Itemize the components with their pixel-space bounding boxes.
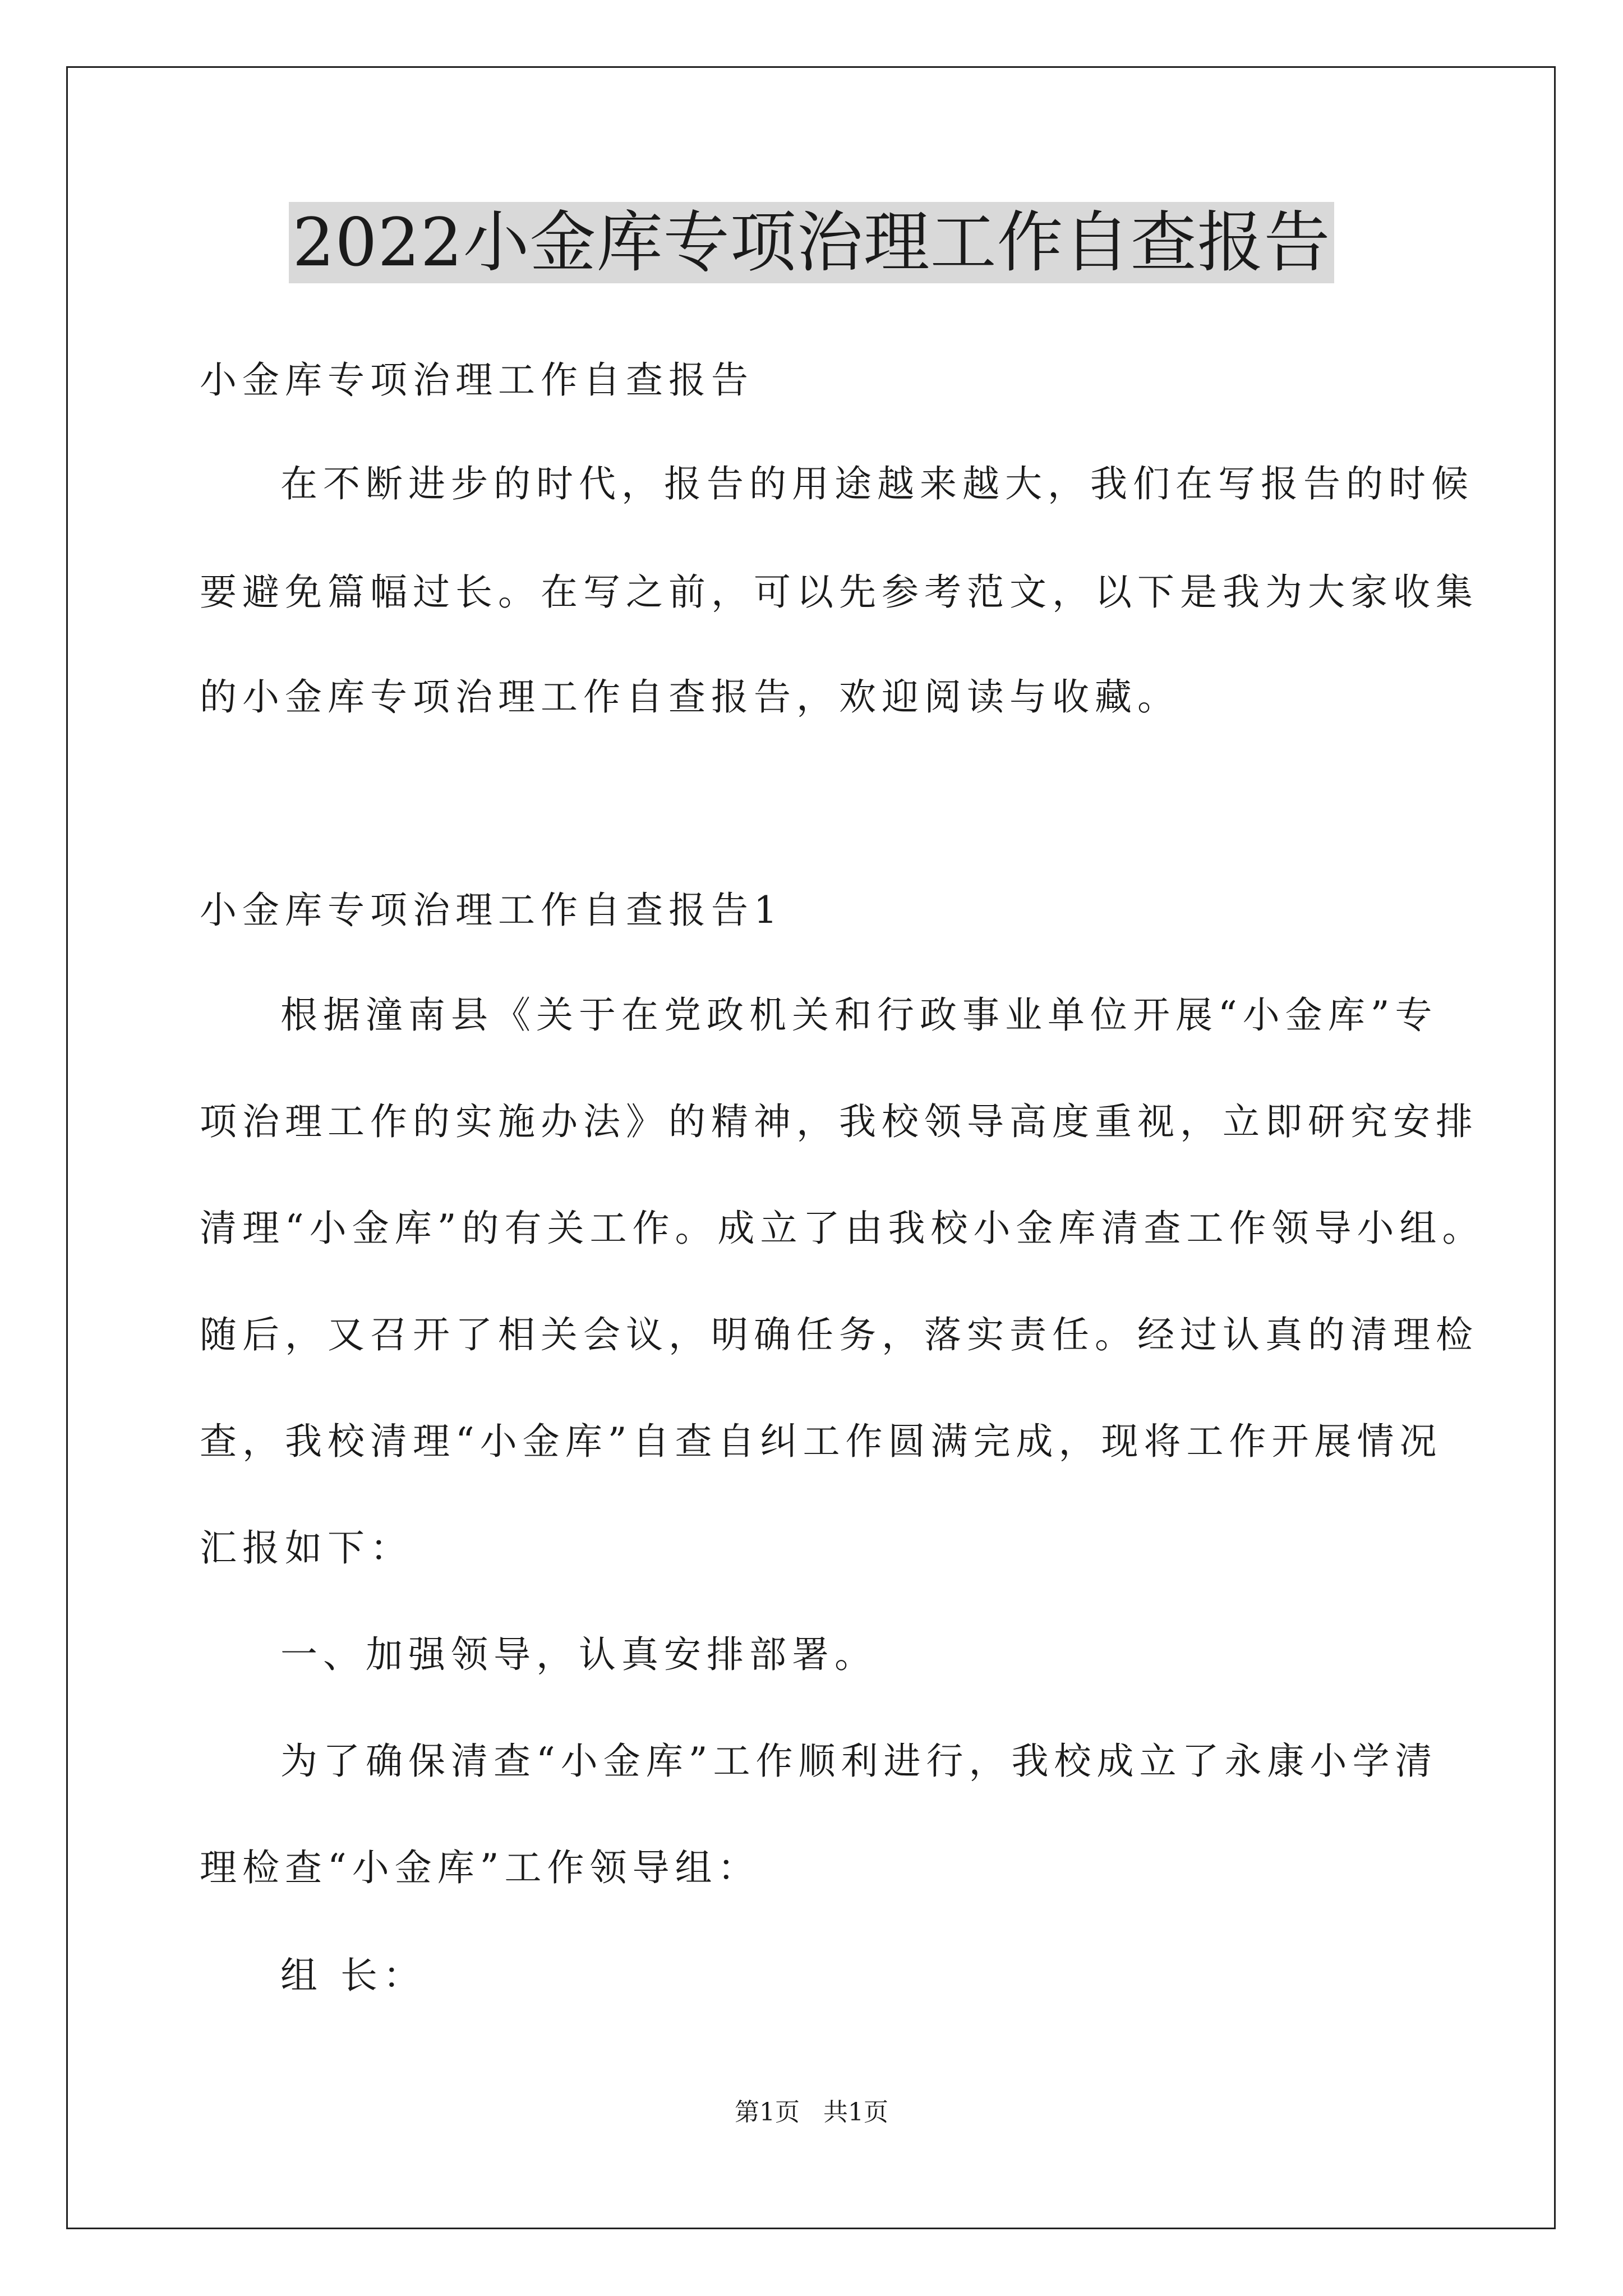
- paragraph-line: 在不断进步的时代，报告的用途越来越大，我们在写报告的时候: [280, 462, 1474, 505]
- paragraph-line: 组 长：: [280, 1954, 426, 1997]
- paragraph-line: 查，我校清理“小金库”自查自纠工作圆满完成，现将工作开展情况: [200, 1420, 1442, 1463]
- document-title: 2022小金库专项治理工作自查报告: [289, 202, 1334, 283]
- paragraph-line: 项治理工作的实施办法》的精神，我校领导高度重视，立即研究安排: [200, 1100, 1478, 1143]
- paragraph-line: 一、加强领导，认真安排部署。: [280, 1633, 877, 1676]
- paragraph-line: 根据潼南县《关于在党政机关和行政事业单位开展“小金库”专: [280, 993, 1438, 1037]
- paragraph-line: 清理“小金库”的有关工作。成立了由我校小金库清查工作领导小组。: [200, 1207, 1485, 1250]
- paragraph-line: 随后，又召开了相关会议，明确任务，落实责任。经过认真的清理检: [200, 1313, 1478, 1356]
- paragraph-line: 要避免篇幅过长。在写之前，可以先参考范文，以下是我为大家收集: [200, 570, 1478, 614]
- section-heading: 小金库专项治理工作自查报告1: [200, 889, 783, 932]
- paragraph-line: 的小金库专项治理工作自查报告，欢迎阅读与收藏。: [200, 675, 1180, 719]
- paragraph-line: 汇报如下：: [200, 1526, 413, 1570]
- page-footer: 第1页 共1页: [735, 2098, 888, 2127]
- title-container: [0, 202, 1623, 283]
- paragraph-line: 理检查“小金库”工作领导组：: [200, 1846, 760, 1889]
- paragraph-line: 为了确保清查“小金库”工作顺利进行，我校成立了永康小学清: [280, 1740, 1438, 1783]
- subtitle-line: 小金库专项治理工作自查报告: [200, 358, 754, 402]
